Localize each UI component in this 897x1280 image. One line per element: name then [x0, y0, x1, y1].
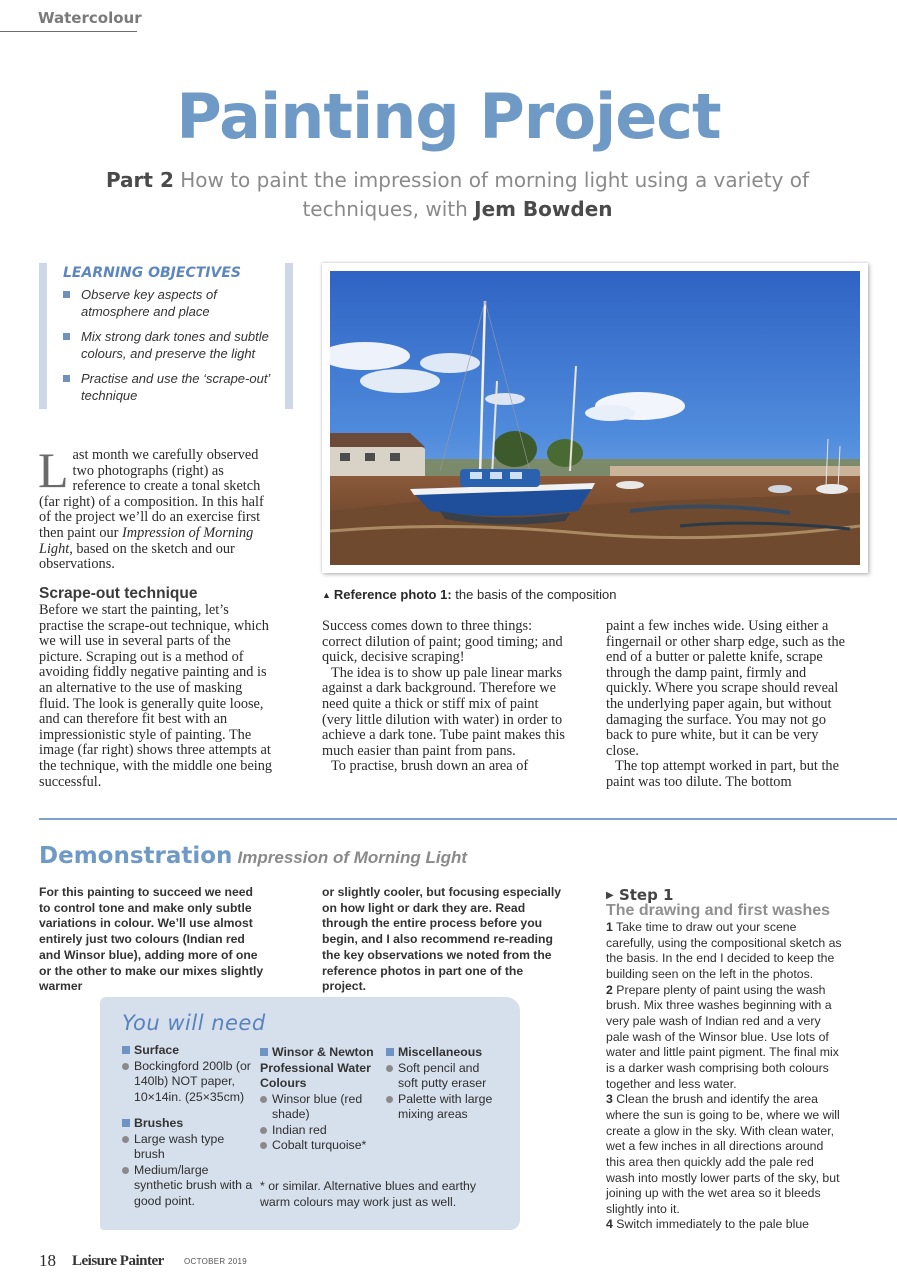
demonstration-subtitle: Impression of Morning Light: [237, 848, 468, 867]
photo-caption: [322, 587, 616, 602]
need-item-text: Large wash type brush: [134, 1131, 225, 1161]
dot-bullet-icon: [386, 1096, 393, 1103]
dot-bullet-icon: [122, 1167, 129, 1174]
caption-text: the basis of the composition: [455, 587, 617, 602]
brushes-heading: [122, 1116, 254, 1132]
objective-text: Observe key aspects of atmosphere and place: [81, 287, 217, 319]
need-footnote: * or similar. Alternative blues and earthy warm colours may work just as well.: [260, 1179, 476, 1209]
intro-text-b: , based on the sketch and our observations.: [39, 540, 235, 573]
step-1-subtitle: The drawing and first washes: [606, 902, 831, 919]
demonstration-title: Demonstration: [39, 843, 233, 869]
triangle-up-icon: ▲: [322, 590, 331, 600]
magazine-name: Leisure Painter: [72, 1253, 164, 1269]
part-label: Part 2: [105, 168, 174, 192]
need-item: [260, 1123, 382, 1139]
step-item-text: Take time to draw out your scene carefully, using the compositional sketch as the basis. In the end I decided to keep the building seen on the left in the photos.: [606, 920, 842, 981]
objective-item: [63, 286, 285, 320]
dot-bullet-icon: [260, 1142, 267, 1149]
need-item: [260, 1092, 382, 1123]
scrape-out-heading: Scrape-out technique: [39, 585, 198, 602]
objective-text: Mix strong dark tones and subtle colours, and preserve the light: [81, 329, 269, 361]
step-item: [606, 983, 842, 1093]
dot-bullet-icon: [122, 1136, 129, 1143]
demonstration-heading: [39, 843, 467, 869]
section-divider: [39, 818, 897, 820]
paints-heading-text: Winsor & Newton Professional Water Colours: [260, 1045, 374, 1090]
intro-paragraph: [38, 442, 275, 573]
author-name: Jem Bowden: [474, 197, 613, 221]
need-item-text: Soft pencil and soft putty eraser: [398, 1060, 487, 1090]
need-column-3: [386, 1045, 498, 1123]
drop-cap: L: [38, 442, 69, 498]
triangle-right-icon: ▶: [606, 890, 614, 901]
need-item: [260, 1138, 382, 1154]
need-item-text: Palette with large mixing areas: [398, 1091, 493, 1121]
demonstration-column-2: or slightly cooler, but focusing especially on how light or dark they are. Read through the entire process before you begin, and I also recommend re-reading the key observations we noted from the reference photos in part one of the project.: [322, 885, 562, 994]
step-number: 4: [606, 1217, 613, 1232]
need-column-2: [260, 1045, 382, 1154]
demonstration-column-1: For this painting to succeed we need to control tone and make only subtle variations in colour. We’ll use almost entirely just two colours (Indian red and Winsor blue), adding more of one or the other to make our mixes slightly warmer: [39, 885, 264, 994]
subtitle-text: How to paint the impression of morning light using a variety of techniques, with: [180, 168, 810, 221]
learning-objectives-list: [63, 286, 285, 404]
objective-item: [63, 328, 285, 362]
misc-heading: [386, 1045, 498, 1061]
step-number: 1: [606, 920, 613, 934]
article-subtitle: [100, 166, 815, 224]
scrape-out-paragraph: Before we start the painting, let’s practise the scrape-out technique, which we will use in several parts of the picture. Scraping out is a method of avoiding fiddly negative painting and is an alternative to the use of masking fluid. The look is generally quite loose, and can therefore fit best with an impressionistic style of painting. The image (far right) shows three attempts at the technique, with the middle one being successful.: [39, 602, 273, 790]
article-column-2: [322, 619, 572, 775]
need-item: [386, 1092, 498, 1123]
dot-bullet-icon: [260, 1127, 267, 1134]
learning-objectives-box: [39, 263, 293, 409]
dot-bullet-icon: [386, 1065, 393, 1072]
intro-italic: Impression of Morning Light: [39, 524, 254, 557]
square-bullet-icon: [122, 1119, 130, 1127]
surface-heading: [122, 1043, 254, 1059]
article-paragraph: The idea is to show up pale linear marks against a dark background. Therefore we need quite a thick or stiff mix of paint (very little dilution with water) in order to achieve a dark tone. Tube paint makes this much easier than paint from pans.: [322, 664, 565, 759]
need-item-text: Cobalt turquoise*: [272, 1138, 367, 1152]
boat-harbour-photo: [330, 271, 860, 565]
dot-bullet-icon: [260, 1096, 267, 1103]
section-rule: [0, 31, 137, 32]
step-item-text: Switch immediately to the pale blue: [616, 1217, 810, 1232]
article-paragraph: Success comes down to three things: correct dilution of paint; good timing; and quick, decisive scraping!: [322, 618, 563, 666]
paints-heading: [260, 1045, 382, 1092]
issue-date: OCTOBER 2019: [184, 1257, 248, 1266]
square-bullet-icon: [122, 1046, 130, 1054]
step-1-text: [606, 920, 842, 1233]
intro-text-a: ast month we carefully observed two photographs (right) as reference to create a tonal sketch (far right) of a composition. In this half of the project we’ll do an exercise first then paint our: [39, 447, 264, 541]
square-bullet-icon: [260, 1048, 268, 1056]
page-number: 18: [39, 1251, 56, 1270]
step-number: 3: [606, 1092, 613, 1107]
need-item-text: Indian red: [272, 1122, 327, 1137]
step-number: 2: [606, 982, 613, 997]
caption-bold: Reference photo 1:: [333, 587, 452, 602]
step-item: [606, 1092, 842, 1217]
need-item: [122, 1163, 254, 1210]
need-item: [386, 1061, 498, 1092]
square-bullet-icon: [63, 333, 70, 340]
square-bullet-icon: [63, 291, 70, 298]
article-paragraph: The top attempt worked in part, but the paint was too dilute. The bottom: [606, 758, 839, 790]
step-label-text: Step 1: [618, 886, 674, 904]
reference-photo: [322, 263, 868, 573]
step-item-text: Prepare plenty of paint using the wash brush. Mix three washes beginning with a very pale wash of Indian red and a very pale wash of the Winsor blue. Use lots of water and little paint pigment. The final mix is a darker wash comprising both colours together and less water.: [606, 982, 839, 1091]
need-item-text: Bockingford 200lb (or 140lb) NOT paper, 10×14in. (25×35cm): [134, 1058, 251, 1104]
brushes-heading-text: Brushes: [134, 1116, 184, 1130]
article-paragraph: paint a few inches wide. Using either a fingernail or other sharp edge, such as the end of a butter or palette knife, scrape through the damp paint, firmly and quickly. Where you scrape should reveal the underlying paper again, but without damaging the surface. You may not go back to pure white, but it can be very close.: [606, 618, 845, 759]
dot-bullet-icon: [122, 1063, 129, 1070]
section-tag: Watercolour: [38, 9, 142, 27]
step-item: [606, 1217, 842, 1233]
need-item: [122, 1059, 254, 1106]
article-paragraph: To practise, brush down an area of: [331, 758, 529, 775]
surface-heading-text: Surface: [134, 1043, 180, 1057]
learning-objectives-heading: LEARNING OBJECTIVES: [63, 265, 241, 281]
square-bullet-icon: [63, 375, 70, 382]
misc-heading-text: Miscellaneous: [398, 1045, 483, 1059]
objective-item: [63, 370, 285, 404]
step-item-text: Clean the brush and identify the area where the sun is going to be, where we will create a glow in the sky. With clean water, wet a few inches in all directions around this area then quickly add the pale red wash into mostly lower parts of the sky, but joining up with the wet area so it bleeds slightly into it.: [606, 1092, 840, 1216]
article-column-3: [606, 619, 852, 791]
need-column-1: [122, 1043, 254, 1209]
you-will-need-title: You will need: [122, 1011, 266, 1035]
page-title: Painting Project: [176, 80, 721, 153]
objective-text: Practise and use the ‘scrape-out’ technique: [81, 371, 270, 403]
need-item-text: Winsor blue (red shade): [272, 1091, 363, 1121]
need-item-text: Medium/large synthetic brush with a good point.: [134, 1162, 253, 1208]
square-bullet-icon: [386, 1048, 394, 1056]
need-item: [122, 1132, 254, 1163]
step-item: [606, 920, 842, 983]
